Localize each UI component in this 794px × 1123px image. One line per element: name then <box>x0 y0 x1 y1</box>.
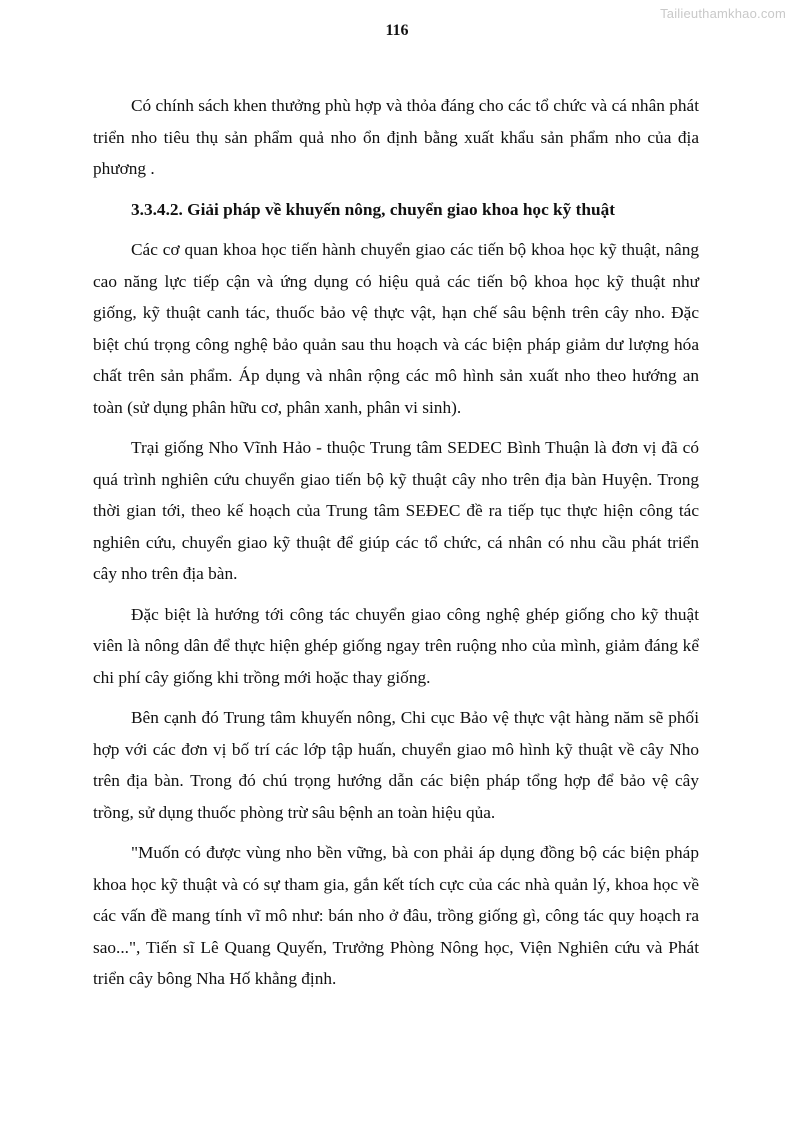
page-number: 116 <box>385 22 409 39</box>
paragraph-reward-policy: Có chính sách khen thưởng phù hợp và thỏa đáng cho các tổ chức và cá nhân phát triển nho tiêu thụ sản phẩm quả nho ổn định bằng xuất khẩu sản phẩm nho của địa phương . <box>93 96 699 178</box>
paragraph-quote: "Muốn có được vùng nho bền vững, bà con phải áp dụng đồng bộ các biện pháp khoa học kỹ thuật và có sự tham gia, gắn kết tích cực của các nhà quản lý, khoa học về các vấn đề mang tính vĩ mô như: bán nho ở đâu, trồng giống gì, công tác quy hoạch ra sao...", Tiến sĩ Lê Quang Quyến, Trưởng Phòng Nông học, Viện Nghiên cứu và Phát triển cây bông Nha Hố khẳng định. <box>93 843 699 988</box>
paragraph-grafting: Đặc biệt là hướng tới công tác chuyển giao công nghệ ghép giống cho kỹ thuật viên là nông dân để thực hiện ghép giống ngay trên ruộng nho của mình, giảm đáng kể chi phí cây giống khi trồng mới hoặc thay giống. <box>93 604 699 687</box>
paragraph-extension-center: Bên cạnh đó Trung tâm khuyến nông, Chi cục Bảo vệ thực vật hàng năm sẽ phối hợp với các đơn vị bố trí các lớp tập huấn, chuyển giao mô hình kỹ thuật về cây Nho trên địa bàn. Trong đó chú trọng hướng dẫn các biện pháp tổng hợp để bảo vệ cây trồng, sử dụng thuốc phòng trừ sâu bệnh an toàn hiệu qủa. <box>93 708 699 822</box>
document-body <box>93 90 699 1004</box>
paragraph-vinh-hao-farm: Trại giống Nho Vĩnh Hảo - thuộc Trung tâm SEDEC Bình Thuận là đơn vị đã có quá trình nghiên cứu chuyển giao tiến bộ kỹ thuật cây nho trên địa bàn Huyện. Trong thời gian tới, theo kế hoạch của Trung tâm SEĐEC đề ra tiếp tục thực hiện công tác nghiên cứu, chuyển giao kỹ thuật để giúp các tổ chức, cá nhân có nhu cầu phát triển cây nho trên địa bàn. <box>93 438 699 583</box>
section-heading: 3.3.4.2. Giải pháp về khuyến nông, chuyển giao khoa học kỹ thuật <box>131 199 616 219</box>
watermark: Tailieuthamkhao.com <box>660 6 786 21</box>
paragraph-science-transfer: Các cơ quan khoa học tiến hành chuyển giao các tiến bộ khoa học kỹ thuật, nâng cao năng lực tiếp cận và ứng dụng có hiệu quả các tiến bộ khoa học kỹ thuật như giống, kỹ thuật canh tác, thuốc bảo vệ thực vật, hạn chế sâu bệnh trên cây nho. Đặc biệt chú trọng công nghệ bảo quản sau thu hoạch và các biện pháp giảm dư lượng hóa chất trên sản phẩm. Áp dụng và nhân rộng các mô hình sản xuất nho theo hướng an toàn (sử dụng phân hữu cơ, phân xanh, phân vi sinh). <box>93 240 699 417</box>
